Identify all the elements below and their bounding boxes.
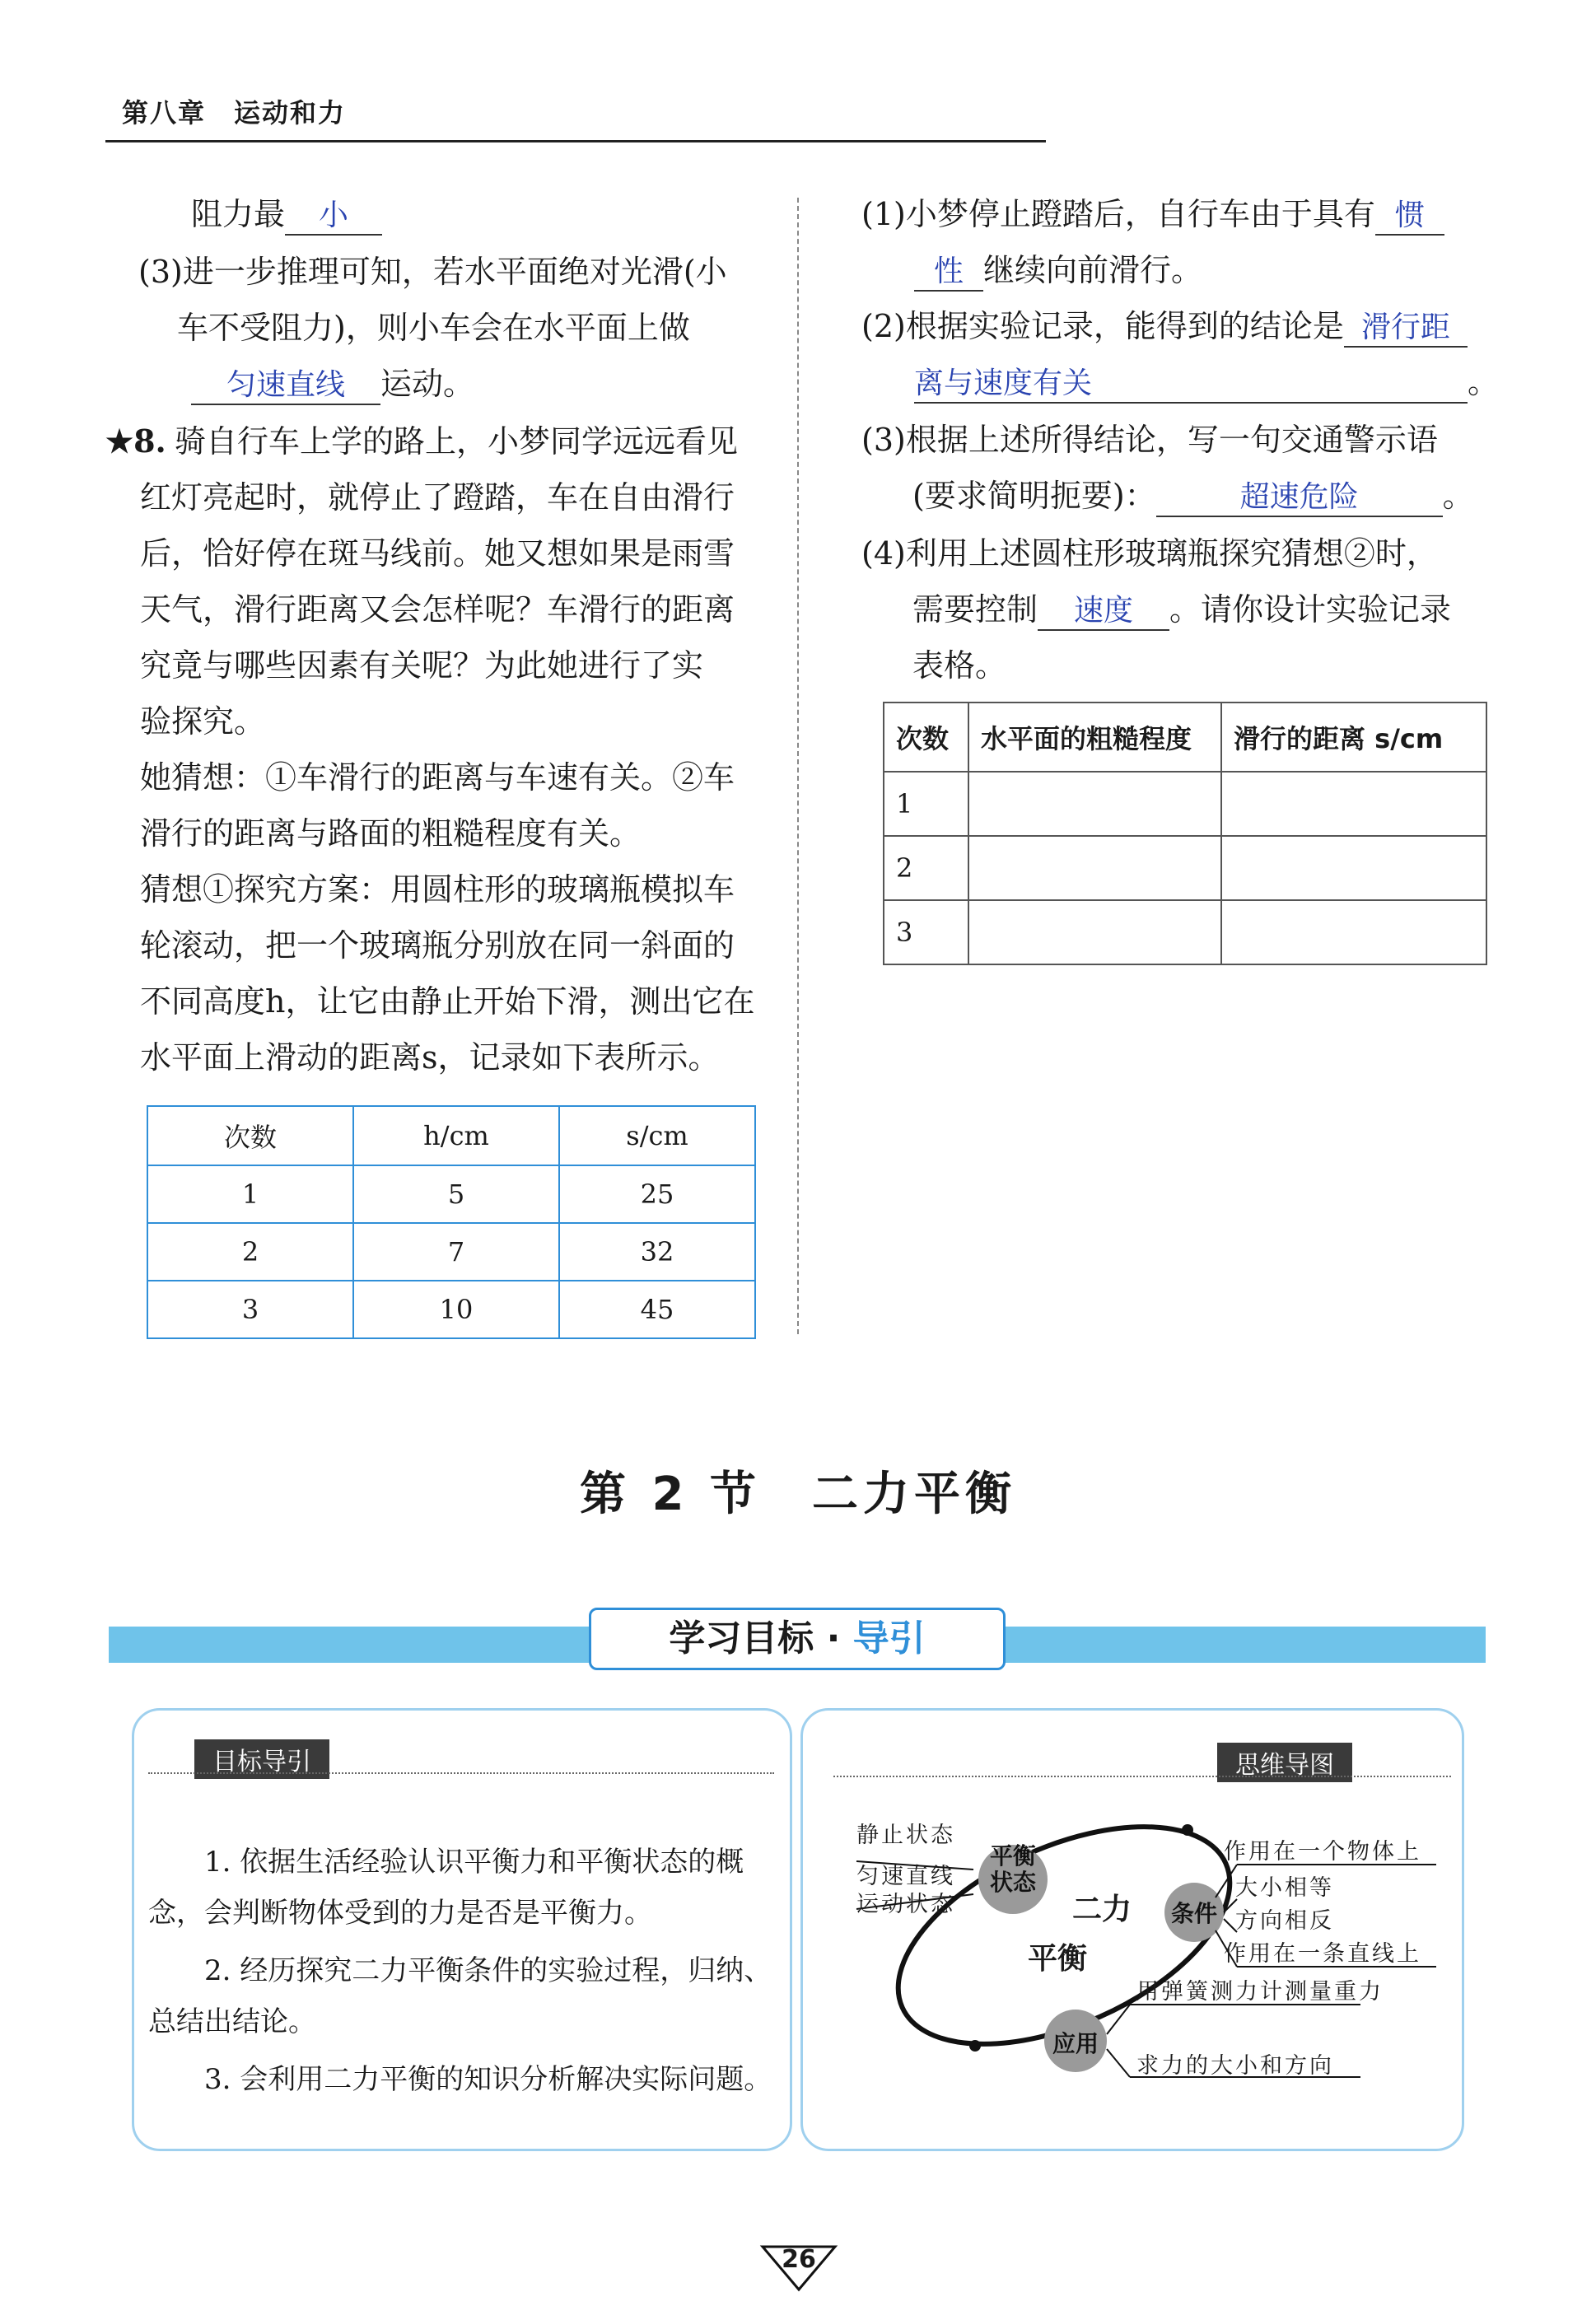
q7-3-line-2: 车不受阻力)，则小车会在水平面上做 bbox=[177, 310, 690, 346]
q8-text-line: 骑自行车上学的路上，小梦同学远远看见 bbox=[175, 423, 739, 460]
record-cell: 3 bbox=[884, 900, 968, 964]
q7-3-line-1: (3)进一步推理可知，若水平面绝对光滑(小 bbox=[138, 254, 727, 290]
q8-text-line: 不同高度h，让它由静止开始下滑，测出它在 bbox=[140, 983, 755, 1020]
state-item: 静止状态 bbox=[856, 1823, 955, 1848]
record-cell: 2 bbox=[884, 836, 968, 900]
orbit-dot bbox=[969, 2040, 981, 2052]
table-cell: 45 bbox=[559, 1281, 755, 1338]
table-cell: 10 bbox=[353, 1281, 559, 1338]
measurement-table bbox=[147, 1105, 756, 1339]
banner-label: 学习目标 · 导引 bbox=[589, 1608, 1006, 1670]
node-state-label: 平衡状态 bbox=[990, 1842, 1037, 1896]
record-header: 次数 bbox=[884, 703, 968, 772]
answer-blank: 惯 bbox=[1375, 198, 1444, 236]
q8-text-line: 她猜想：①车滑行的距离与车速有关。②车 bbox=[140, 759, 735, 796]
node-cond-label: 条件 bbox=[1170, 1900, 1217, 1927]
chapter-title: 第八章 运动和力 bbox=[122, 97, 347, 128]
goals-tag: 目标导引 bbox=[194, 1739, 329, 1779]
answer-blank: 速度 bbox=[1038, 593, 1169, 631]
header-rule bbox=[105, 140, 1046, 142]
p2-line-1: (2)根据实验记录，能得到的结论是 滑行距 bbox=[861, 306, 1468, 348]
record-cell bbox=[1221, 772, 1486, 836]
q8-text-line: 究竟与哪些因素有关呢？为此她进行了实 bbox=[140, 647, 704, 684]
answer-blank: 小 bbox=[285, 198, 382, 236]
p3-line-2: (要求简明扼要)： 超速危险 。 bbox=[912, 476, 1474, 517]
q7-3-line-3: 匀速直线 运动。 bbox=[191, 364, 474, 405]
goal-item: 1. 依据生活经验认识平衡力和平衡状态的概念，会判断物体受到的力是否是平衡力。 bbox=[148, 1846, 744, 1930]
record-header: 水平面的粗糙程度 bbox=[968, 703, 1221, 772]
answer-blank: 离与速度有关 bbox=[914, 366, 1468, 404]
cond-item: 大小相等 bbox=[1235, 1875, 1334, 1901]
p4-line-2: 需要控制 速度 。请你设计实验记录 bbox=[912, 590, 1451, 631]
node-app-label: 应用 bbox=[1052, 2030, 1099, 2057]
q8-text-line: 滑行的距离与路面的粗糙程度有关。 bbox=[140, 815, 642, 852]
p3-line-1: (3)根据上述所得结论，写一句交通警示语 bbox=[861, 422, 1438, 458]
table-cell: 1 bbox=[147, 1165, 353, 1223]
answer-blank: 匀速直线 bbox=[191, 367, 380, 405]
record-cell bbox=[968, 900, 1221, 964]
p4-line-3: 表格。 bbox=[912, 647, 1007, 684]
p4-line-1: (4)利用上述圆柱形玻璃瓶探究猜想②时， bbox=[861, 535, 1438, 572]
answer-blank: 超速危险 bbox=[1156, 479, 1443, 517]
column-divider bbox=[797, 198, 799, 1334]
q8-text-line: 猜想①探究方案：用圆柱形的玻璃瓶模拟车 bbox=[140, 871, 735, 908]
table-cell: 32 bbox=[559, 1223, 755, 1281]
center-label-top: 二力 bbox=[1072, 1893, 1132, 1926]
record-cell bbox=[968, 772, 1221, 836]
q8-text-line: 轮滚动，把一个玻璃瓶分别放在同一斜面的 bbox=[140, 927, 735, 964]
q8-text-line: 后，恰好停在斑马线前。她又想如果是雨雪 bbox=[140, 535, 735, 572]
answer-blank: 滑行距 bbox=[1344, 310, 1468, 348]
page-number: 26 bbox=[782, 2245, 816, 2274]
orbit-dot bbox=[1182, 1824, 1193, 1836]
table-cell: 25 bbox=[559, 1165, 755, 1223]
table-cell: 5 bbox=[353, 1165, 559, 1223]
record-cell bbox=[1221, 900, 1486, 964]
cond-item: 作用在一条直线上 bbox=[1224, 1941, 1421, 1967]
q7-line-1: 阻力最 小 bbox=[191, 194, 382, 236]
record-cell bbox=[1221, 836, 1486, 900]
p2-line-2: 离与速度有关 。 bbox=[914, 362, 1499, 404]
q8-number: ★8. bbox=[105, 422, 166, 460]
cond-item: 作用在一个物体上 bbox=[1224, 1839, 1421, 1865]
section-title: 第 2 节 二力平衡 bbox=[580, 1468, 1016, 1521]
table-cell: 7 bbox=[353, 1223, 559, 1281]
table-header: s/cm bbox=[559, 1106, 755, 1165]
q8-text-line: 水平面上滑动的距离s，记录如下表所示。 bbox=[140, 1039, 720, 1076]
mindmap-tag: 思维导图 bbox=[1217, 1743, 1352, 1782]
answer-blank: 性 bbox=[914, 254, 983, 292]
goal-item: 3. 会利用二力平衡的知识分析解决实际问题。 bbox=[204, 2063, 772, 2096]
q8-text-line: 天气，滑行距离又会怎样呢？车滑行的距离 bbox=[140, 591, 735, 628]
goals-divider bbox=[148, 1772, 774, 1774]
table-cell: 2 bbox=[147, 1223, 353, 1281]
record-cell bbox=[968, 836, 1221, 900]
table-header: h/cm bbox=[353, 1106, 559, 1165]
app-item: 用弹簧测力计测量重力 bbox=[1136, 1979, 1384, 2005]
table-cell: 3 bbox=[147, 1281, 353, 1338]
record-table bbox=[883, 702, 1487, 965]
q8-text-line: 验探究。 bbox=[140, 703, 266, 740]
center-label-bottom: 平衡 bbox=[1028, 1942, 1088, 1976]
app-item: 求力的大小和方向 bbox=[1136, 2053, 1334, 2079]
goal-item: 2. 经历探究二力平衡条件的实验过程，归纳、总结出结论。 bbox=[148, 1954, 772, 2038]
table-header: 次数 bbox=[147, 1106, 353, 1165]
state-item: 匀速直线运动状态 bbox=[856, 1864, 955, 1917]
p1-line-2: 性 继续向前滑行。 bbox=[914, 250, 1202, 292]
p1-line-1: (1)小梦停止蹬踏后，自行车由于具有 惯 bbox=[861, 194, 1444, 236]
record-cell: 1 bbox=[884, 772, 968, 836]
record-header: 滑行的距离 s/cm bbox=[1221, 703, 1486, 772]
cond-item: 方向相反 bbox=[1235, 1908, 1334, 1934]
q8-text-line: 红灯亮起时，就停止了蹬踏，车在自由滑行 bbox=[140, 479, 735, 516]
